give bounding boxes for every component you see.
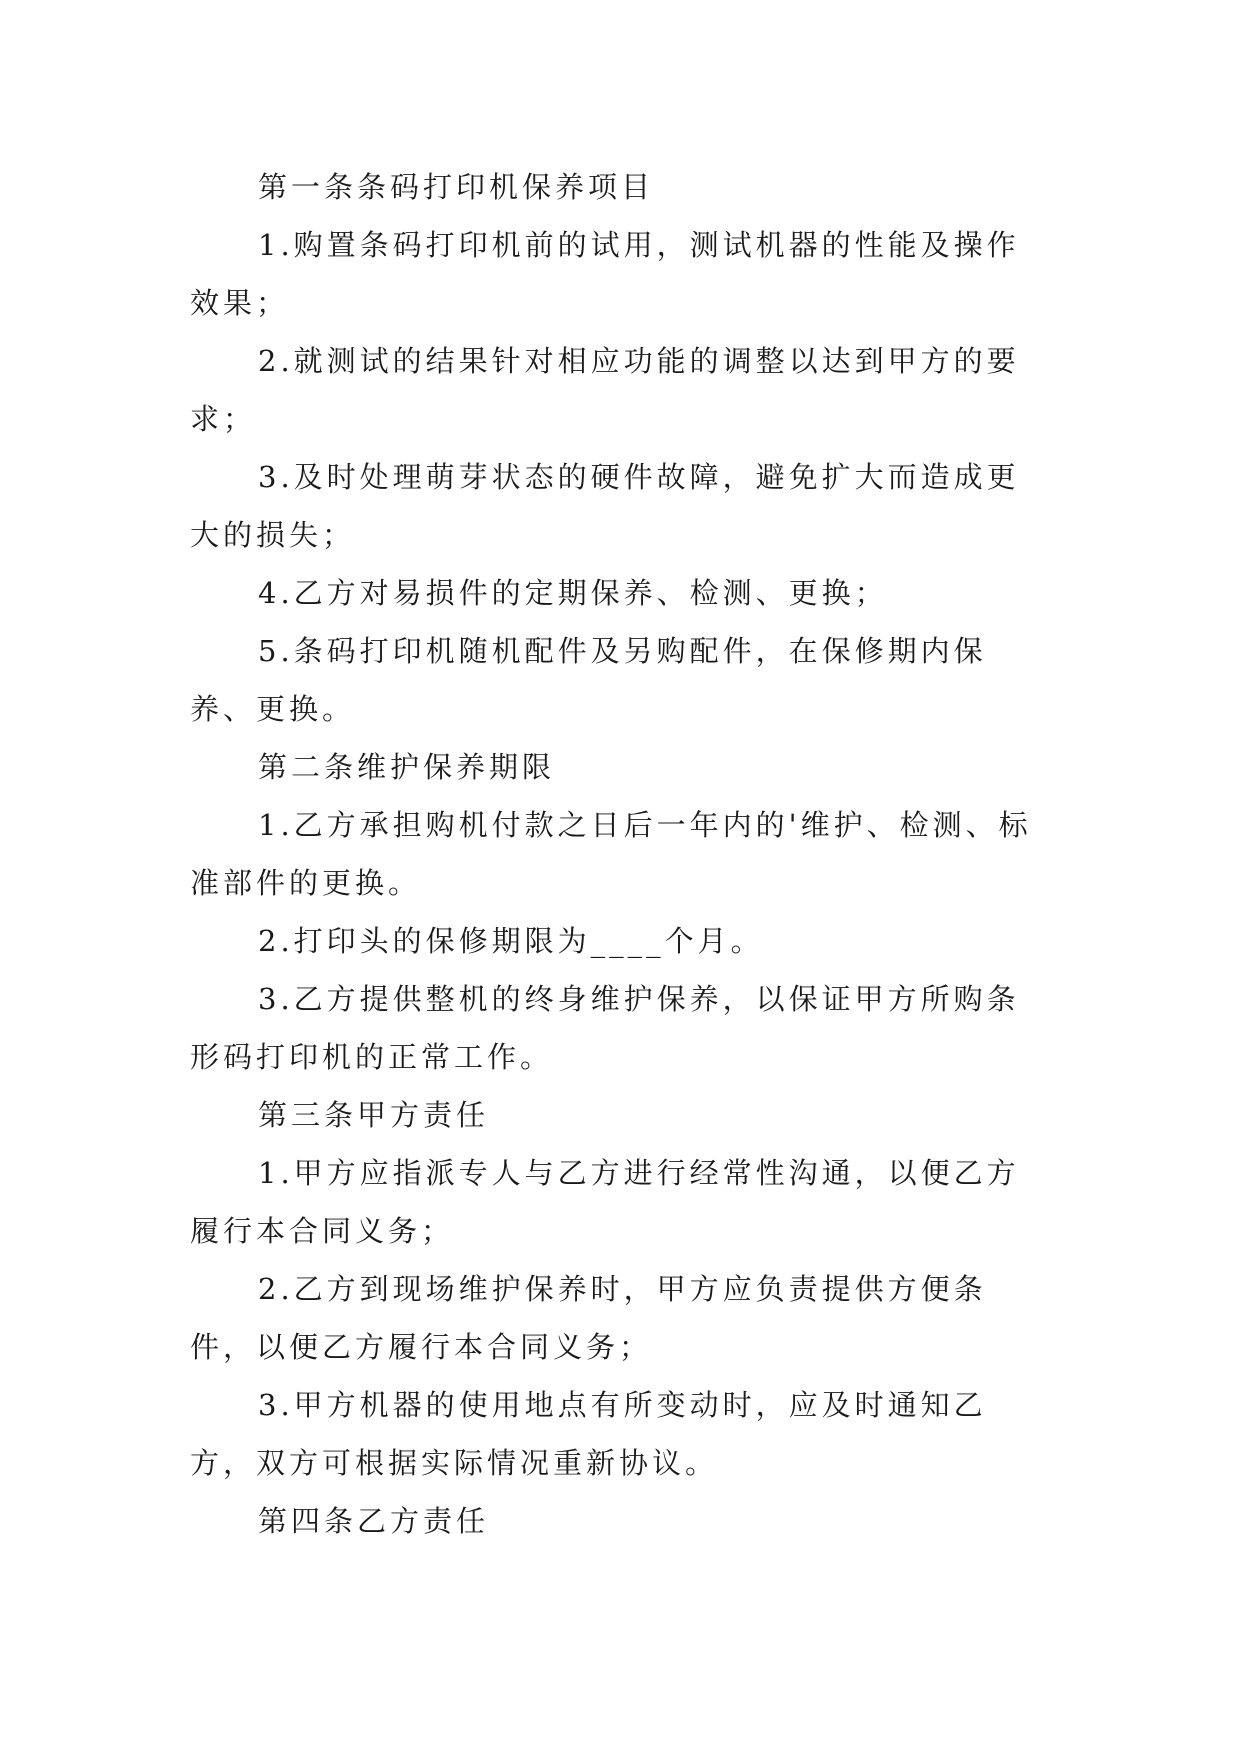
clause-paragraph: 1.甲方应指派专人与乙方进行经常性沟通，以便乙方履行本合同义务； (190, 1156, 1020, 1248)
clause-paragraph: 4.乙方对易损件的定期保养、检测、更换； (258, 576, 888, 610)
clause-paragraph: 3.甲方机器的使用地点有所变动时，应及时通知乙方，双方可根据实际情况重新协议。 (190, 1388, 987, 1480)
clause-paragraph: 2.就测试的结果针对相应功能的调整以达到甲方的要求； (190, 344, 1020, 436)
document-body (190, 158, 1040, 1550)
section-heading-1: 第一条条码打印机保养项目 (258, 170, 655, 204)
section-heading-2: 第二条维护保养期限 (258, 750, 556, 784)
clause-paragraph: 3.乙方提供整机的终身维护保养，以保证甲方所购条形码打印机的正常工作。 (190, 982, 1020, 1074)
clause-paragraph: 2.打印头的保修期限为____个月。 (258, 924, 764, 958)
clause-paragraph: 2.乙方到现场维护保养时，甲方应负责提供方便条件，以便乙方履行本合同义务； (190, 1272, 987, 1364)
clause-paragraph: 1.购置条码打印机前的试用，测试机器的性能及操作效果； (190, 228, 1020, 320)
clause-paragraph: 3.及时处理萌芽状态的硬件故障，避免扩大而造成更大的损失； (190, 460, 1020, 552)
section-heading-4: 第四条乙方责任 (258, 1504, 490, 1538)
clause-paragraph: 1.乙方承担购机付款之日后一年内的'维护、检测、标准部件的更换。 (190, 808, 1032, 900)
clause-paragraph: 5.条码打印机随机配件及另购配件，在保修期内保养、更换。 (190, 634, 987, 726)
section-heading-3: 第三条甲方责任 (258, 1098, 490, 1132)
